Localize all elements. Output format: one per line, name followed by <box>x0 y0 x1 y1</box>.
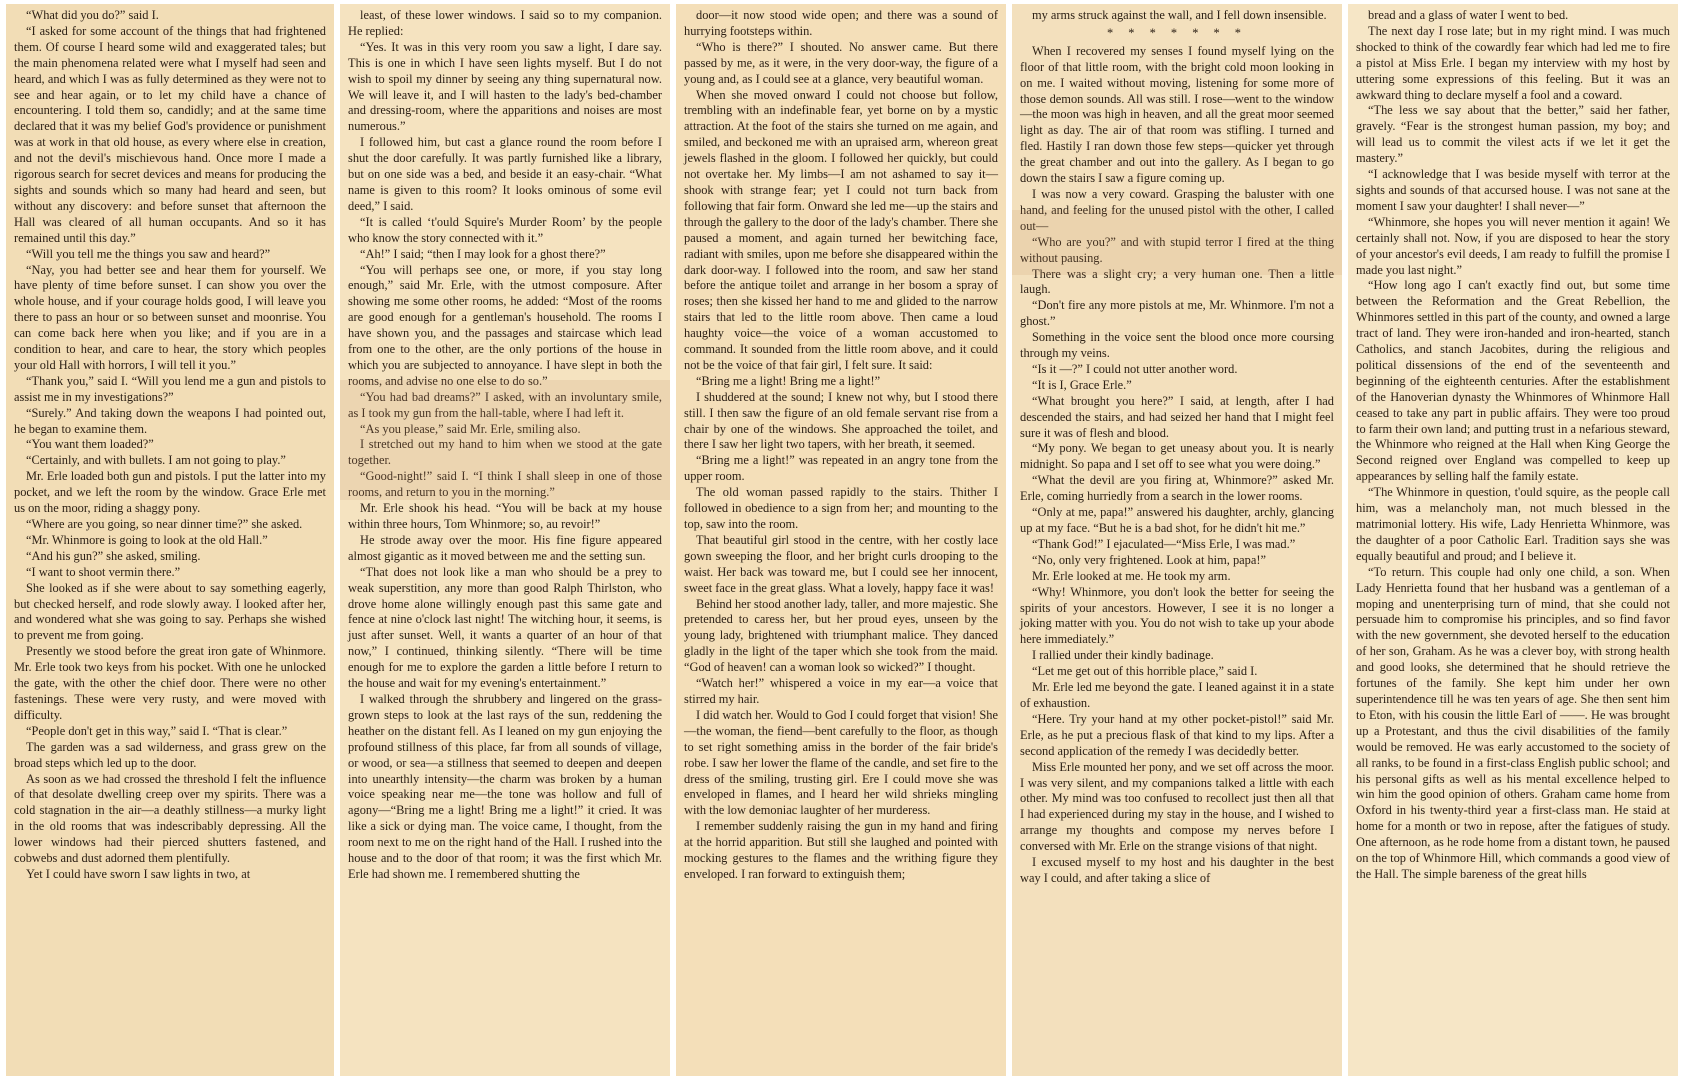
paragraph: When I recovered my senses I found myself lying on the floor of that little room, with the bright cold moon looking in on me. I waited without moving, listening for some more of those demon sounds. All was still. I rose—went to the window—the moon was high in heaven, and all the great moor seemed light as day. The air of that room was stifling. I turned and fled. Hastily I ran down those few steps—quicker yet through the great chamber and out into the gallery. As I began to go down the stairs I saw a figure coming up. <box>1020 43 1334 186</box>
paragraph: “You will perhaps see one, or more, if you stay long enough,” said Mr. Erle, with the utmost composure. After showing me some other rooms, he added: “Most of the rooms are good enough for a gentleman's household. The rooms I have shown you, and the passages and staircase which lead from one to the other, are the only portions of the house in which you are subjected to annoyance. I have slept in both the rooms, and advise no one else to do so.” <box>348 262 662 388</box>
paragraph: “Bring me a light! Bring me a light!” <box>696 373 881 388</box>
column-1 <box>6 4 334 1076</box>
paragraph: “Good-night!” said I. “I think I shall sleep in one of those rooms, and return to you in the morning.” <box>348 469 662 500</box>
paragraph: She looked as if she were about to say something eagerly, but checked herself, and rode slowly away. I looked after her, and wondered what she was going to say. Perhaps she wished to prevent me from going. <box>14 580 326 643</box>
paragraph: The garden was a sad wilderness, and grass grew on the broad steps which led up to the door. <box>14 739 326 770</box>
paragraph: Something in the voice sent the blood once more coursing through my veins. <box>1020 330 1334 361</box>
paragraph: “It is called ‘t'ould Squire's Murder Room’ by the people who know the story connected with it.” <box>348 214 662 245</box>
paragraph: Mr. Erle led me beyond the gate. I leaned against it in a state of exhaustion. <box>1020 680 1334 710</box>
paragraph: “Watch her!” whispered a voice in my ear—a voice that stirred my hair. <box>684 676 998 706</box>
paragraph: “You want them loaded?” <box>26 437 154 452</box>
paragraph: “My pony. We began to get uneasy about you. It is nearly midnight. So papa and I set off to see what you were doing.” <box>1020 441 1334 472</box>
paragraph: “Don't fire any more pistols at me, Mr. Whinmore. I'm not a ghost.” <box>1020 298 1334 329</box>
column-5 <box>1348 4 1678 1076</box>
paragraph: least, of these lower windows. I said so to my companion. He replied: <box>348 8 662 38</box>
paragraph: Behind her stood another lady, taller, and more majestic. She pretended to caress her, but her proud eyes, unseen by the young lady, brightened with triumphant malice. They danced gladly in the light of the taper which she took from the maid. “God of heaven! can a woman look so wicked?” I thought. <box>684 596 998 675</box>
paragraph: “Thank you,” said I. “Will you lend me a gun and pistols to assist me in my investigations?” <box>14 373 326 404</box>
paragraph: “What the devil are you firing at, Whinmore?” asked Mr. Erle, coming hurriedly from a search in the lower rooms. <box>1020 473 1334 504</box>
paragraph: “Mr. Whinmore is going to look at the old Hall.” <box>26 532 268 547</box>
paragraph: Mr. Erle loaded both gun and pistols. I put the latter into my pocket, and we left the room by the window. Grace Erle met us on the moor, riding a shaggy pony. <box>14 469 326 516</box>
paragraph: Miss Erle mounted her pony, and we set off across the moor. I was very silent, and my companions talked a little with each other. My mind was too confused to recollect just then all that I had experienced during my stay in the house, and I wished to arrange my thoughts and compose my nerves before I conversed with Mr. Erle on the strange visions of that night. <box>1020 759 1334 854</box>
paragraph: I was now a very coward. Grasping the baluster with one hand, and feeling for the unused pistol with the other, I called out— <box>1020 186 1334 233</box>
paragraph: I remember suddenly raising the gun in my hand and firing at the horrid apparition. But still she laughed and pointed with mocking gestures to the flames and the writhing figure they enveloped. I ran forward to extinguish them; <box>684 819 998 881</box>
paragraph: I did watch her. Would to God I could forget that vision! She—the woman, the fiend—bent carefully to the floor, as though to set right something amiss in the border of the fair bride's robe. I saw her lower the flame of the candle, and set fire to the dress of the smiling, trusting girl. Ere I could move she was enveloped in flames, and I heard her wild shrieks mingling with the low demoniac laughter of her murderess. <box>684 707 998 818</box>
paragraph: Mr. Erle shook his head. “You will be back at my house within three hours, Tom Whinmore; so, au revoir!” <box>348 501 662 531</box>
paragraph: “Thank God!” I ejaculated—“Miss Erle, I was mad.” <box>1032 536 1296 551</box>
paragraph: door—it now stood wide open; and there was a sound of hurrying footsteps within. <box>684 8 998 38</box>
paragraph: “It is I, Grace Erle.” <box>1032 377 1132 392</box>
paragraph: “Why! Whinmore, you don't look the better for seeing the spirits of your ancestors. However, I see it is no longer a joking matter with you. You do not wish to take up your abode here immediately.” <box>1020 584 1334 647</box>
paragraph: When she moved onward I could not choose but follow, trembling with an indefinable fear, yet borne on by a mystic attraction. At the foot of the stairs she turned on me again, and smiled, and beckoned me with an upraised arm, whereon great jewels flashed in the gloom. I followed her quickly, but could not overtake her. My limbs—I am not ashamed to say it—shook with strange fear; yet I could not turn back from following that fair form. Onward she led me—up the stairs and through the gallery to the door of the lady's chamber. There she paused a moment, and again turned her bewitching face, radiant with smiles, upon me before she disappeared within the dark door-way. I followed into the room, and saw her stand before the antique toilet and arrange in her bosom a spray of roses; then she kissed her hand to me and glided to the narrow stairs that led to the little room above. Then came a loud haughty voice—the voice of a woman accustomed to command. It sounded from the little room above, and it could not be the voice of that fair girl, I felt sure. It said: <box>684 87 998 372</box>
paragraph: I excused myself to my host and his daughter in the best way I could, and after taking a slice of <box>1020 855 1334 885</box>
paragraph: “Who are you?” and with stupid terror I fired at the thing without pausing. <box>1020 234 1334 265</box>
paragraph: The next day I rose late; but in my right mind. I was much shocked to think of the cowardly fear which had led me to fire a pistol at Miss Erle. I began my interview with my host by uttering some expressions of this feeling. But it was an awkward thing to declare myself a fool and a coward. <box>1356 23 1670 102</box>
paragraph: There was a slight cry; a very human one. Then a little laugh. <box>1020 266 1334 297</box>
paragraph: The old woman passed rapidly to the stairs. Thither I followed in obedience to a sign from her; and mounting to the top, saw into the room. <box>684 485 998 531</box>
paragraph: “As you please,” said Mr. Erle, smiling also. <box>360 421 581 436</box>
paragraph: “You had bad dreams?” I asked, with an involuntary smile, as I took my gun from the hall-table, where I had left it. <box>348 389 662 420</box>
column-3 <box>676 4 1006 1076</box>
paragraph: Yet I could have sworn I saw lights in two, at <box>26 866 251 881</box>
paragraph: As soon as we had crossed the threshold I felt the influence of that desolate dwelling creep over my spirits. There was a cold stagnation in the air—a deathly stillness—a murky light in the old rooms that was indescribably depressing. All the lower windows had their pierced shutters fastened, and cobwebs and dust adorned them plentifully. <box>14 771 326 866</box>
paragraph: “The less we say about that the better,” said her father, gravely. “Fear is the strongest human passion, my boy; and will lead us to commit the vilest acts if we let it get the mastery.” <box>1356 103 1670 166</box>
paragraph: “Let me get out of this horrible place,” said I. <box>1032 664 1258 679</box>
paragraph: bread and a glass of water I went to bed. <box>1368 8 1569 22</box>
paragraph: “Is it —?” I could not utter another word. <box>1032 361 1238 376</box>
paragraph: “Yes. It was in this very room you saw a light, I dare say. This is one in which I have seen lights myself. But I do not wish to spoil my dinner by seeing any thing supernatural now. We will leave it, and I will hasten to the lady's bed-chamber and dressing-room, where the apparitions and noises are most numerous.” <box>348 39 662 134</box>
paragraph: “Where are you going, so near dinner time?” she asked. <box>26 517 303 531</box>
paragraph: He strode away over the moor. His fine figure appeared almost gigantic as it moved between me and the setting sun. <box>348 532 662 563</box>
paragraph: “And his gun?” she asked, smiling. <box>26 548 201 563</box>
paragraph: That beautiful girl stood in the centre, with her costly lace gown sweeping the floor, and her bright curls drooping to the waist. Her back was toward me, but I could see her innocent, sweet face in the great glass. What a lovely, happy face it was! <box>684 532 998 595</box>
paragraph: “To return. This couple had only one child, a son. When Lady Henrietta found that her husband was a gentleman of a moping and unenterprising turn of mind, that she could not persuade him to compromise his principles, and so find favor with the new government, she devoted herself to the education of her son, Graham. As he was a clever boy, with strong health and good looks, she determined that he should retrieve the fortunes of the family. She kept him under her own superintendence till he was ten years of age. She then sent him to Eton, with his cousin the little Earl of ——. He was brought up a Protestant, and thus the civil disabilities of the family would be removed. He was early accustomed to the society of all ranks, to be found in a first-class English public school; and his personal gifts as well as his mental excellence helped to win him the good opinion of others. Graham came home from Oxford in his twenty-third year a first-class man. He staid at home for a month or two in repose, after the fatigues of study. One afternoon, as he rode home from a distant town, he paused on the top of Whinmore Hill, which commands a good view of the Hall. The simple bareness of the great hills <box>1356 564 1670 881</box>
paragraph: “Nay, you had better see and hear them for yourself. We have plenty of time before sunset. I can show you over the whole house, and if your courage holds good, I will leave you there to pass an hour or so between sunset and moonrise. You can come back here when you like; and if you are in a condition to hear, and care to hear, the story which peoples your old Hall with horrors, I will tell it you.” <box>14 262 326 372</box>
column-4 <box>1012 4 1342 1076</box>
paragraph: “No, only very frightened. Look at him, papa!” <box>1032 552 1266 567</box>
paragraph: “Only at me, papa!” answered his daughter, archly, glancing up at my face. “But he is a bad shot, for he didn't hit me.” <box>1020 505 1334 535</box>
paragraph: I followed him, but cast a glance round the room before I shut the door carefully. It was partly furnished like a library, but on one side was a bed, and beside it an easy-chair. “What name is given to this room? It looks ominous of some evil deed,” I said. <box>348 135 662 213</box>
paragraph: “That does not look like a man who should be a prey to weak superstition, any more than good Ralph Thirlston, who drove home alone willingly enough past this same gate and fence at nine o'clock last night! The witching hour, it seems, is just after sunset. Well, it wants a quarter of an hour of that now,” I continued, thinking silently. “There will be time enough for me to explore the garden a little before I return to the house and wait for my evening's entertainment.” <box>348 564 662 691</box>
paragraph: “What did you do?” said I. <box>26 8 159 22</box>
paragraph: “I asked for some account of the things that had frightened them. Of course I heard some wild and exaggerated tales; but the main phenomena related were what I myself had seen and heard, and which I was as fully determined as they were not to see and hear again, or to let my child have a chance of encountering. I told them so, candidly; and at the same time declared that it was my belief God's providence or punishment was at work in that old house, as every where else in creation, and not the devil's mischievous hand. Once more I made a rigorous search for secret devices and means for producing the sights and sounds which so many had heard and seen, but without any discovery: and before sunset that afternoon the Hall was cleared of all human occupants. And so it has remained until this day.” <box>14 23 326 245</box>
paragraph: “Bring me a light!” was repeated in an angry tone from the upper room. <box>684 453 998 484</box>
paragraph: Presently we stood before the great iron gate of Whinmore. Mr. Erle took two keys from his pocket. With one he unlocked the gate, with the other the chief door. There were no other fastenings. These were very rusty, and were moved with difficulty. <box>14 644 326 722</box>
paragraph: “People don't get in this way,” said I. “That is clear.” <box>26 723 288 738</box>
paragraph: “What brought you here?” I said, at length, after I had descended the stairs, and had seized her hand that I might feel sure it was of flesh and blood. <box>1020 393 1334 440</box>
paragraph: I shuddered at the sound; I knew not why, but I stood there still. I then saw the figure of an old female servant rise from a chair by one of the windows. She approached the toilet, and there I saw her light two tapers, with her breath, it seemed. <box>684 389 998 452</box>
paragraph: “How long ago I can't exactly find out, but some time between the Reformation and the Great Rebellion, the Whinmores settled in this part of the county, and owned a large tract of land. They were iron-handed and iron-hearted, stanch Catholics, and stanch Jacobites, during the religious and political dissensions of the end of the seventeenth and beginning of the eighteenth centuries. After the establishment of the Hanoverian dynasty the Whinmores of Whinmore Hall ceased to take any part in public affairs. They were too proud to farm their own land; and putting trust in a nefarious steward, the Whinmore who reigned at the Hall when King George the Second reigned over England was compelled to keep up appearances by selling half the family estate. <box>1356 278 1670 484</box>
paragraph: “Here. Try your hand at my other pocket-pistol!” said Mr. Erle, as he put a precious flask of that kind to my lips. After a second application of the remedy I was decidedly better. <box>1020 711 1334 758</box>
paragraph: “I acknowledge that I was beside myself with terror at the sights and sounds of that accursed house. I was not sane at the moment I saw your daughter! I shall never—” <box>1356 167 1670 213</box>
paragraph: I rallied under their kindly badinage. <box>1032 648 1214 663</box>
column-2 <box>340 4 670 1076</box>
paragraph: Mr. Erle looked at me. He took my arm. <box>1032 568 1231 583</box>
paragraph: “The Whinmore in question, t'ould squire, as the people call him, was a melancholy man, not much blessed in the matrimonial lottery. His wife, Lady Henrietta Whinmore, was the daughter of a poor Catholic Earl. Tradition says she was equally beautiful and proud; and I believe it. <box>1356 485 1670 563</box>
paragraph: I walked through the shrubbery and lingered on the grass-grown steps to look at the last rays of the sun, reddening the heather on the distant fell. As I leaned on my gun enjoying the profound stillness of this place, far from all sounds of village, or wood, or sea—a stillness that seemed to deepen and deepen into unearthly intensity—the charm was broken by a human voice speaking near me—the tone was hollow and full of agony—“Bring me a light! Bring me a light!” it cried. It was like a sick or dying man. The voice came, I thought, from the room next to me on the right hand of the Hall. I rushed into the house and to the door of that room; it was the first which Mr. Erle had shown me. I remembered shutting the <box>348 691 662 881</box>
paragraph: my arms struck against the wall, and I fell down insensible. <box>1032 8 1327 22</box>
paragraph: “Certainly, and with bullets. I am not going to play.” <box>26 453 286 468</box>
paragraph: “Will you tell me the things you saw and heard?” <box>26 246 271 261</box>
paragraph: “I want to shoot vermin there.” <box>26 564 181 579</box>
paragraph: I stretched out my hand to him when we stood at the gate together. <box>348 437 662 468</box>
paragraph: “Whinmore, she hopes you will never mention it again! We certainly shall not. Now, if you are disposed to hear the story of your ancestor's evil deeds, I am ready to fulfill the promise I made you last night.” <box>1356 214 1670 277</box>
paragraph: “Who is there?” I shouted. No answer came. But there passed by me, as it were, in the very door-way, the figure of a young and, as I could see at a glance, very beautiful woman. <box>684 39 998 86</box>
paragraph: “Surely.” And taking down the weapons I had pointed out, he began to examine them. <box>14 405 326 436</box>
paragraph: * * * * * * * <box>1107 25 1247 40</box>
paragraph: “Ah!” I said; “then I may look for a ghost there?” <box>360 246 606 261</box>
